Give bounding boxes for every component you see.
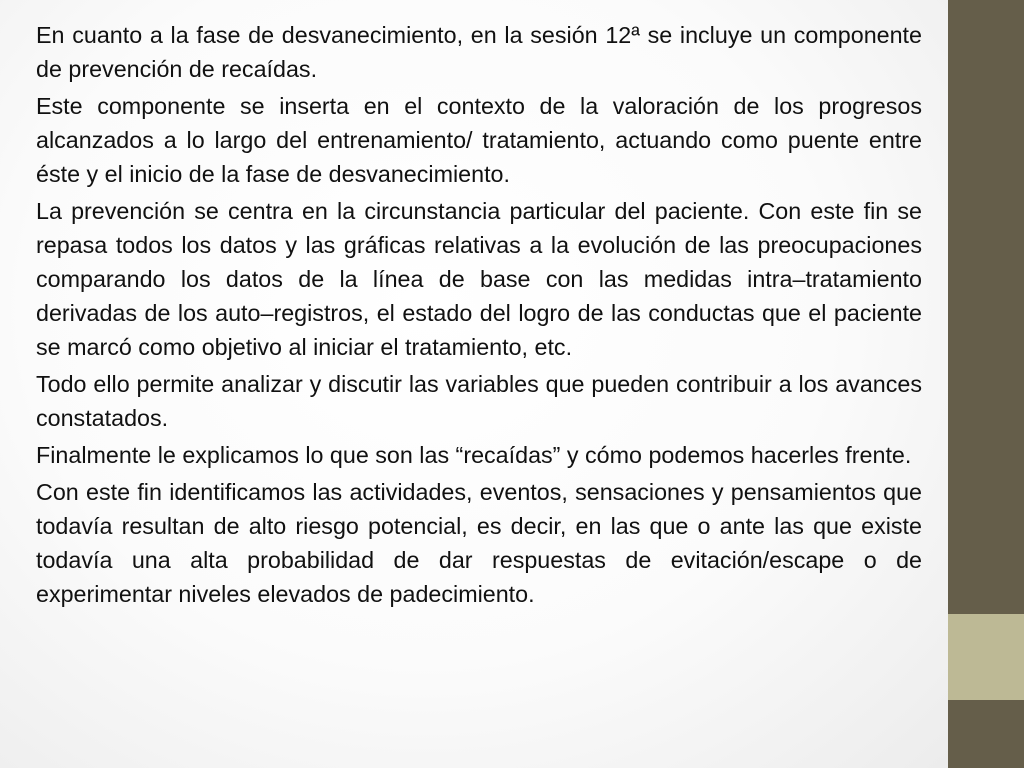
paragraph-prevencion: La prevención se centra en la circunstancia particular del paciente. Con este fin se repasa todos los datos y las gráficas relativas a la evolución de las preocupaciones comparando los datos de la línea de base con las medidas intra–tratamiento derivadas de los auto–registros, el estado del logro de las conductas que el paciente se marcó como objetivo al iniciar el tratamiento, etc. — [36, 198, 922, 360]
paragraph-identificamos: Con este fin identificamos las actividades, eventos, sensaciones y pensamientos que todavía resultan de alto riesgo potencial, es decir, en las que o ante las que existe todavía una alta probabilidad de dar respuestas de evitación/escape o de experimentar niveles elevados de padecimiento. — [36, 479, 922, 607]
slide-body — [36, 18, 922, 614]
paragraph-analizar: Todo ello permite analizar y discutir las variables que pueden contribuir a los avances constatados. — [36, 371, 922, 431]
paragraph-desvanecimiento: En cuanto a la fase de desvanecimiento, en la sesión 12ª se incluye un componente de prevención de recaídas. — [36, 22, 922, 82]
paragraph-componente: Este componente se inserta en el contexto de la valoración de los progresos alcanzados a lo largo del entrenamiento/ tratamiento, actuando como puente entre éste y el inicio de la fase de desvanecimiento. — [36, 93, 922, 187]
decorative-sidebar — [948, 0, 1024, 768]
paragraph-recaidas: Finalmente le explicamos lo que son las “recaídas” y cómo podemos hacerles frente. — [36, 442, 912, 468]
sidebar-accent-band — [948, 614, 1024, 700]
